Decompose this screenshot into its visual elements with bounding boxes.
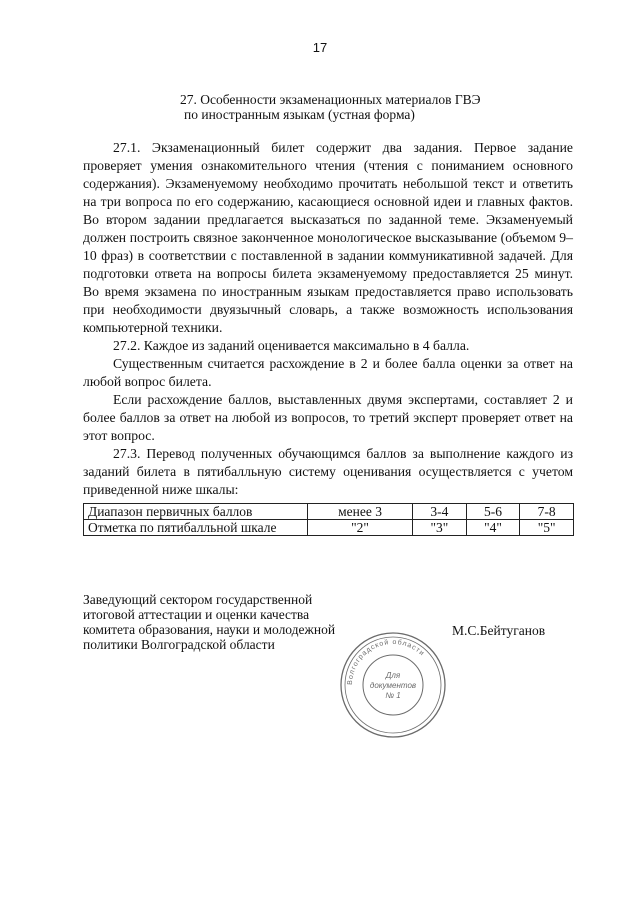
grading-scale-table [83,503,574,536]
section-heading [180,92,540,122]
heading-line-1: 27. Особенности экзаменационных материалов ГВЭ [180,92,481,107]
table-cell: 5-6 [466,504,520,520]
stamp-center-line: документов [369,681,417,690]
table-cell: 3-4 [413,504,467,520]
table-cell: "5" [520,520,574,536]
paragraph-27-3: 27.3. Перевод полученных обучающимся баллов за выполнение каждого из заданий билета в пятибалльную систему оценивания осуществляется с учетом приведенной ниже шкалы: [83,446,573,497]
table-row [84,520,574,536]
table-cell: 7-8 [520,504,574,520]
table-row-label: Диапазон первичных баллов [84,504,308,520]
page-number: 17 [312,40,328,55]
table-cell: менее 3 [308,504,413,520]
stamp-center-line: Для [385,671,401,680]
paragraph-27-2: 27.2. Каждое из заданий оценивается максимально в 4 балла. [113,338,470,353]
stamp-center-line: № 1 [385,691,401,700]
signature-line: политики Волгоградской области [83,637,275,652]
table-cell: "2" [308,520,413,536]
paragraph-27-1: 27.1. Экзаменационный билет содержит два задания. Первое задание проверяет умения ознакомительного чтения (чтения с пониманием основного содержания). Экзаменуемому необходимо прочитать небольшой текст и ответить на три вопроса по его содержанию, касающиеся основной идеи и главных фактов. Во втором задании предлагается высказаться по заданной теме. Экзаменуемый должен построить связное законченное монологическое высказывание (объемом 9–10 фраз) в соответствии с поставленной в задании коммуникативной задачей. Для подготовки ответа на вопросы билета экзаменуемому предоставляется 25 минут. Во время экзамена по иностранным языкам предоставляется право использовать при необходимости двуязычный словарь, а также возможность использования компьютерной техники. [83,140,573,335]
paragraph-third-expert: Если расхождение баллов, выставленных двумя экспертами, составляет 2 и более баллов за ответ на любой из вопросов, то третий эксперт проверяет ответ на этот вопрос. [83,392,573,443]
table-row-label: Отметка по пятибалльной шкале [84,520,308,536]
official-stamp-icon [338,630,448,740]
table-cell: "3" [413,520,467,536]
table-cell: "4" [466,520,520,536]
heading-line-2: по иностранным языкам (устная форма) [184,107,415,122]
signer-name: М.С.Бейтуганов [452,623,546,638]
body-text [83,139,573,499]
table-row [84,504,574,520]
paragraph-discrepancy: Существенным считается расхождение в 2 и более балла оценки за ответ на любой вопрос билета. [83,356,573,389]
signature-line: комитета образования, науки и молодежной [83,622,336,637]
signature-line: итоговой аттестации и оценки качества [83,607,310,622]
stamp-ring-text: Волгоградской области [346,638,426,686]
signature-line: Заведующий сектором государственной [83,592,313,607]
